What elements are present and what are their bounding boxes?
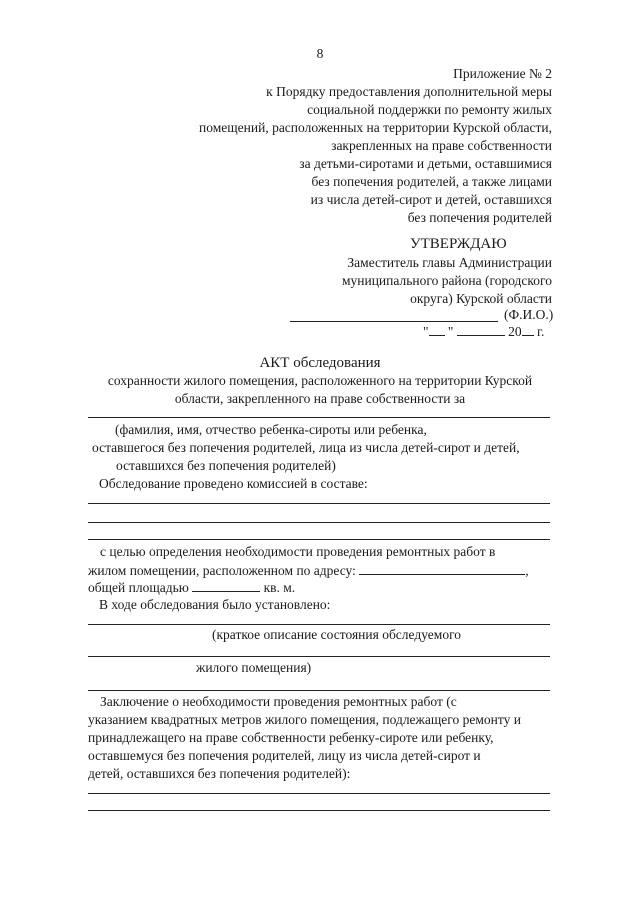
- conclusion-blank-line: [88, 793, 550, 794]
- commission-blank-line: [88, 539, 550, 540]
- approval-line: округа) Курской области: [410, 291, 552, 306]
- appendix-line: без попечения родителей: [407, 210, 552, 225]
- findings-blank-line: [88, 690, 550, 691]
- approval-heading: УТВЕРЖДАЮ: [410, 236, 507, 252]
- appendix-line: закрепленных на праве собственности: [331, 138, 552, 153]
- approval-line: Заместитель главы Администрации: [347, 255, 552, 270]
- owner-caption-line: оставшихся без попечения родителей): [116, 458, 336, 473]
- act-subtitle-line: области, закрепленного на праве собственности за: [174, 391, 466, 406]
- appendix-line: помещений, расположенных на территории Курской области,: [199, 120, 552, 135]
- findings-blank-line: [88, 624, 550, 625]
- date-month-blank: [457, 323, 505, 336]
- owner-caption-line: оставшегося без попечения родителей, лица из числа детей-сирот и детей,: [92, 440, 520, 455]
- purpose-text: с целью определения необходимости проведения ремонтных работ в: [100, 544, 496, 559]
- act-title: АКТ обследования: [259, 355, 381, 371]
- findings-blank-line: [88, 656, 550, 657]
- signature-line: [290, 321, 498, 322]
- commission-label: Обследование проведено комиссией в составе:: [99, 476, 368, 491]
- findings-label: В ходе обследования было установлено:: [99, 597, 331, 612]
- description-caption: жилого помещения): [196, 660, 312, 675]
- address-label: жилом помещении, расположенном по адресу:: [88, 563, 356, 578]
- date-line: [423, 323, 544, 340]
- conclusion-line: оставшемуся без попечения родителей, лицу из числа детей-сирот и: [88, 748, 481, 763]
- conclusion-line: указанием квадратных метров жилого помещения, подлежащего ремонту и: [88, 712, 521, 727]
- appendix-line: социальной поддержки по ремонту жилых: [307, 102, 552, 117]
- date-day-blank: [429, 323, 445, 336]
- area-blank: [192, 579, 260, 592]
- appendix-line: за детьми-сиротами и детьми, оставшимися: [299, 156, 552, 171]
- appendix-line: без попечения родителей, а также лицами: [311, 174, 552, 189]
- address-blank: [359, 562, 525, 575]
- date-year-prefix: 20: [508, 324, 522, 339]
- page-number: 8: [316, 46, 324, 61]
- area-unit: кв. м.: [263, 580, 296, 595]
- conclusion-blank-line: [88, 810, 550, 811]
- area-row: [88, 579, 295, 596]
- conclusion-line: детей, оставшихся без попечения родителей):: [88, 766, 351, 781]
- fio-label: (Ф.И.О.): [504, 307, 554, 322]
- commission-blank-line: [88, 503, 550, 504]
- conclusion-line: Заключение о необходимости проведения ремонтных работ (с: [100, 694, 457, 709]
- appendix-line: к Порядку предоставления дополнительной меры: [266, 84, 552, 99]
- address-comma: ,: [525, 563, 529, 578]
- commission-blank-line: [88, 522, 550, 523]
- date-quote-open: ": [423, 324, 429, 339]
- owner-caption-line: (фамилия, имя, отчество ребенка-сироты или ребенка,: [115, 422, 427, 437]
- appendix-title: Приложение № 2: [453, 66, 552, 81]
- date-year-suffix: г.: [537, 324, 545, 339]
- act-subtitle-line: сохранности жилого помещения, расположенного на территории Курской: [107, 373, 533, 388]
- description-caption: (краткое описание состояния обследуемого: [212, 627, 462, 642]
- approval-line: муниципального района (городского: [341, 273, 552, 288]
- address-row: [88, 562, 529, 579]
- appendix-line: из числа детей-сирот и детей, оставшихся: [310, 192, 552, 207]
- owner-blank-line: [88, 417, 550, 418]
- conclusion-line: принадлежащего на праве собственности ребенку-сироте или ребенку,: [88, 730, 494, 745]
- date-year-blank: [522, 323, 534, 336]
- date-quote-close: ": [447, 324, 454, 339]
- area-label: общей площадью: [88, 580, 189, 595]
